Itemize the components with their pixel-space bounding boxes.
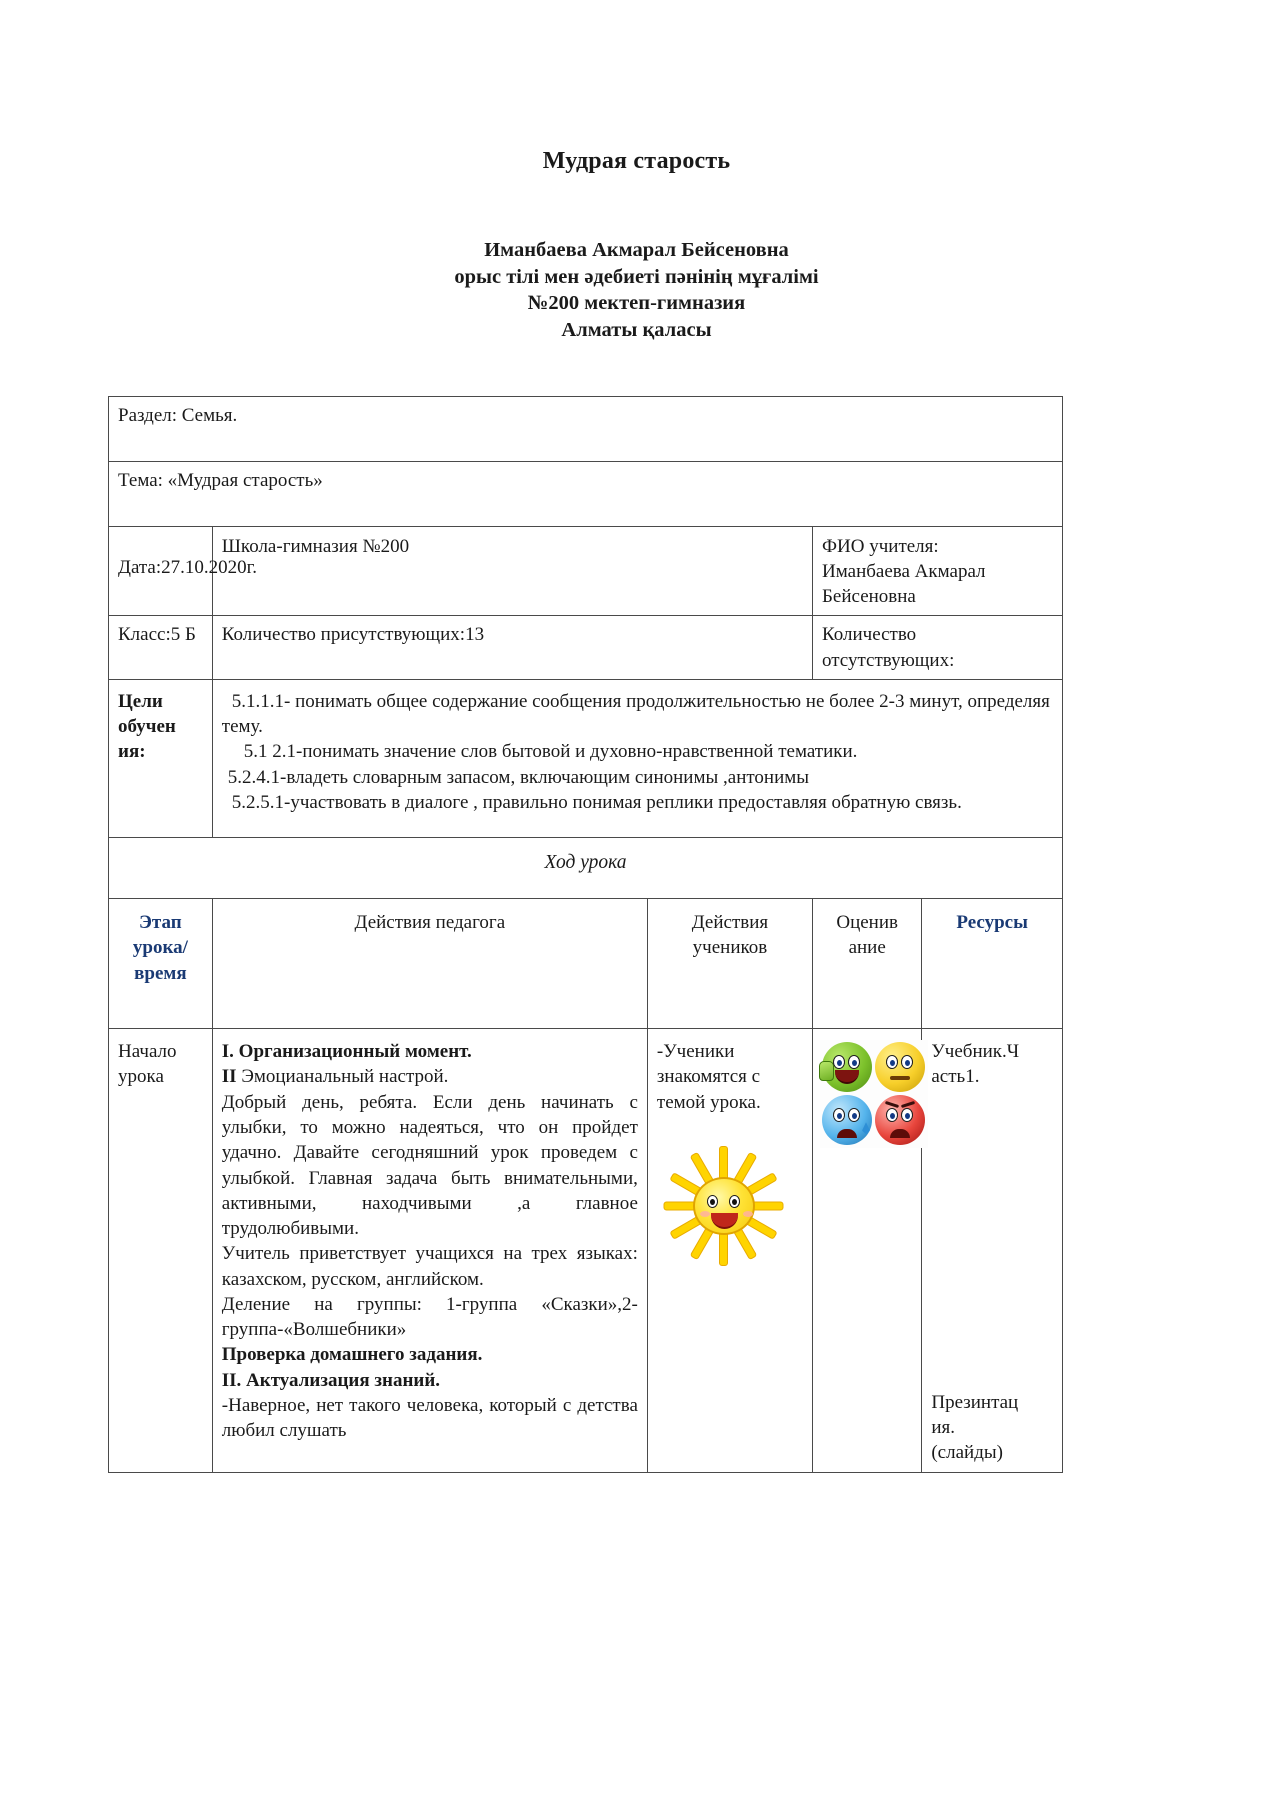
resources-spacer — [931, 1090, 1053, 1390]
teacher-block: Деление на группы: 1-группа «Сказки»,2-группа-«Волшебники» — [221, 1293, 638, 1341]
column-header-stage — [109, 899, 213, 1029]
column-header-pupil-line2: учеников — [692, 937, 768, 959]
lesson-plan-table — [108, 396, 1063, 1473]
resource-secondary-line1: Презинтац — [931, 1391, 1019, 1413]
sun-eye-right — [729, 1195, 740, 1208]
date-cell: Дата:27.10.2020г. — [109, 526, 213, 616]
column-header-resources: Ресурсы — [922, 899, 1063, 1029]
column-header-stage-line2: урока/ — [132, 937, 188, 959]
goal-item: 5.1 2.1-понимать значение слов бытовой и духовно-нравственной тематики. — [243, 741, 858, 763]
goals-label-line1: Цели — [118, 690, 163, 712]
table-row-class-attendance — [109, 616, 1063, 680]
table-row-course-title — [109, 838, 1063, 899]
section-cell: Раздел: Семья. — [109, 396, 1063, 461]
author-block — [108, 237, 1165, 344]
page-title: Мудрая старость — [542, 148, 731, 174]
teacher-label: ФИО учителя: — [822, 535, 939, 557]
sun-cheek-left — [700, 1211, 710, 1217]
tear-drop-icon — [862, 1122, 870, 1134]
smiley-green-thumbs-up-icon — [822, 1042, 872, 1092]
column-header-pupil-actions — [647, 899, 812, 1029]
column-header-assessment-line1: Оценив — [836, 912, 898, 934]
thumbs-up-icon — [819, 1061, 834, 1081]
column-header-assessment — [813, 899, 922, 1029]
teacher-block: Учитель приветствует учащихся на трех языках: казахском, русском, английском. — [221, 1243, 638, 1290]
goal-item: 5.2.4.1-владеть словарным запасом, включающим синонимы ,антонимы — [227, 766, 810, 788]
teacher-block: -Наверное, нет такого человека, который с детства любил слушать — [221, 1394, 638, 1442]
goal-item: 5.2.5.1-участвовать в диалоге , правильно понимая реплики предоставляя обратную связь. — [231, 791, 962, 813]
author-school: №200 мектеп-гимназия — [527, 292, 746, 315]
class-cell: Класс:5 Б — [109, 616, 213, 680]
assessment-cell — [813, 1029, 922, 1472]
teacher-name-line2: Бейсеновна — [822, 586, 916, 608]
present-count-cell: Количество присутствующих:13 — [212, 616, 812, 680]
teacher-block: Добрый день, ребята. Если день начинать с улыбки, то можно надеяться, что он пройдет удачно. Давайте сегодняшний урок проведем с улыбкой. Главная задача быть внимательными, активными, находчивыми ,а главное трудолюбивыми. — [221, 1091, 638, 1240]
pupil-line1: -Ученики — [656, 1041, 735, 1063]
resource-line2: асть1. — [931, 1066, 980, 1088]
column-header-stage-line1: Этап — [139, 912, 182, 934]
column-header-pupil-line1: Действия — [691, 912, 769, 934]
goals-label-line3: ия: — [118, 741, 146, 763]
goals-label-cell — [109, 679, 213, 837]
table-row-date-school-teacher — [109, 526, 1063, 616]
resource-secondary-line2: ия. — [931, 1417, 956, 1439]
teacher-name-line1: Иманбаева Акмарал — [822, 560, 986, 582]
smiley-red-sad-icon — [875, 1095, 925, 1145]
resources-cell — [922, 1029, 1063, 1472]
author-position: орыс тілі мен әдебиеті пәнінің мұғалімі — [454, 265, 819, 288]
smiley-faces-icon — [820, 1040, 928, 1148]
stage-line1: Начало — [118, 1041, 177, 1063]
teacher-block: I. Организационный момент. — [221, 1041, 472, 1063]
absent-label-line1: Количество — [822, 624, 917, 646]
column-header-assessment-line2: ание — [848, 937, 886, 959]
course-title-cell: Ход урока — [109, 838, 1063, 899]
pupil-actions-cell — [647, 1029, 812, 1472]
goals-label-line2: обучен — [118, 716, 176, 738]
table-row — [109, 1029, 1063, 1472]
column-header-stage-line3: время — [134, 962, 187, 984]
table-row-theme — [109, 461, 1063, 526]
teacher-block: II Эмоцианальный настрой. — [221, 1066, 449, 1088]
absent-label-line2: отсутствующих: — [822, 649, 955, 671]
pupil-line2: знакомятся с — [656, 1066, 761, 1088]
stage-line2: урока — [118, 1066, 164, 1088]
sun-cheek-right — [743, 1211, 753, 1217]
resource-line1: Учебник.Ч — [931, 1041, 1020, 1063]
pupil-line3: темой урока. — [656, 1091, 761, 1113]
resource-secondary-line3: (слайды) — [931, 1442, 1003, 1464]
theme-cell: Тема: «Мудрая старость» — [109, 461, 1063, 526]
teacher-block: II. Актуализация знаний. — [221, 1369, 441, 1391]
teacher-block: Проверка домашнего задания. — [221, 1344, 483, 1366]
table-row-section — [109, 396, 1063, 461]
column-header-teacher-actions: Действия педагога — [212, 899, 647, 1029]
school-cell: Школа-гимназия №200 — [212, 526, 812, 616]
table-row-goals — [109, 679, 1063, 837]
smiling-sun-icon — [657, 1149, 797, 1267]
absent-count-cell — [813, 616, 1063, 680]
author-city: Алматы қаласы — [561, 318, 712, 341]
goals-body-cell — [212, 679, 1062, 837]
teacher-cell — [813, 526, 1063, 616]
goal-item: 5.1.1.1- понимать общее содержание сообщения продолжительностью не более 2-3 минут, определяя тему. — [221, 690, 1050, 738]
table-header-row — [109, 899, 1063, 1029]
sun-eye-left — [707, 1195, 718, 1208]
stage-cell — [109, 1029, 213, 1472]
smiley-blue-crying-icon — [822, 1095, 872, 1145]
teacher-actions-cell — [212, 1029, 647, 1472]
smiley-yellow-neutral-icon — [875, 1042, 925, 1092]
author-name: Иманбаева Акмарал Бейсеновна — [484, 239, 789, 261]
